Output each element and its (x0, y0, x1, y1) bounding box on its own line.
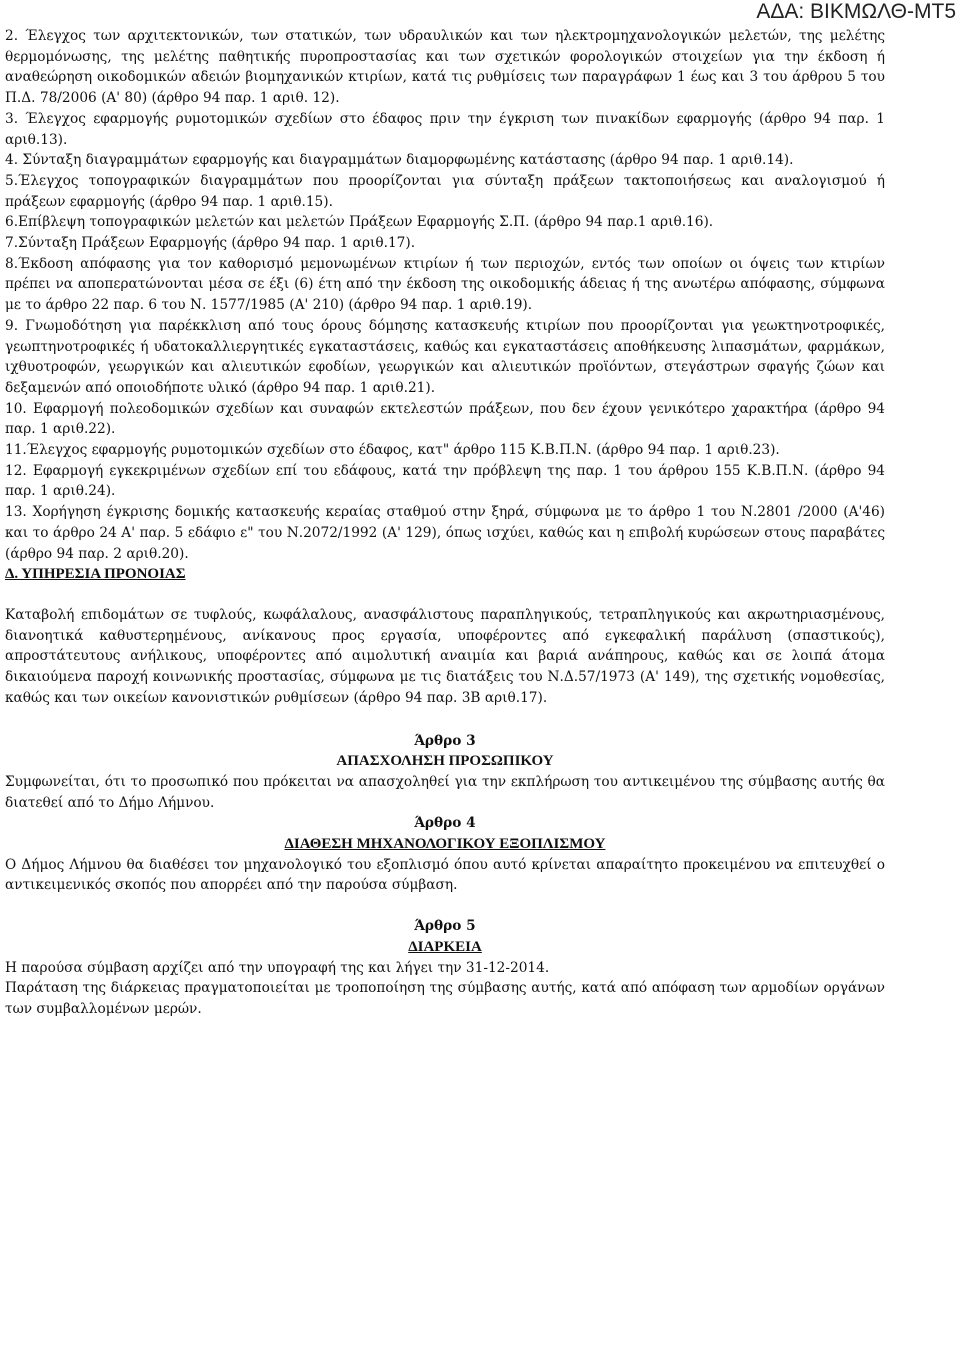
spacer (5, 709, 885, 731)
article-4-number: Άρθρο 4 (414, 815, 476, 832)
article-5-text-2: Παράταση της διάρκειας πραγματοποιείται με τροποποίηση της σύμβασης αυτής, κατά από απόφαση των αρμοδίων οργάνων των συμβαλλομένων μερών. (5, 980, 885, 1017)
item-5: 5.Έλεγχος τοπογραφικών διαγραμμάτων που προορίζονται για σύνταξη πράξεων τακτοποιήσεως και αναλογισμού ή πράξεων εφαρμογής (άρθρο 94 παρ. 1 αριθ.15). (5, 172, 885, 210)
item-7: 7.Σύνταξη Πράξεων Εφαρμογής (άρθρο 94 παρ. 1 αριθ.17). (5, 235, 416, 252)
item-12: 12. Εφαρμογή εγκεκριμένων σχεδίων επί του εδάφους, κατά την πρόβλεψη της παρ. 1 του άρθρου 155 Κ.Β.Π.Ν. (άρθρο 94 παρ. 1 αριθ.24). (5, 462, 885, 500)
item-13: 13. Χορήγηση έγκρισης δομικής κατασκευής κεραίας σταθμού στην ξηρά, σύμφωνα με το άρθρο 1 του Ν.2801 /2000 (Α'46) και το άρθρο 24 Α' παρ. 5 εδάφιο ε" του Ν.2072/1992 (Α' 129), όπως ισχύει, καθώς και η επιβολή κυρώσεων στους παραβάτες (άρθρο 94 παρ. 2 αριθ.20). (5, 504, 885, 562)
article-5-number: Άρθρο 5 (414, 918, 476, 935)
document-page (5, 26, 885, 1020)
ada-code: ΑΔΑ: ΒΙΚΜΩΛΘ-ΜΤ5 (756, 0, 956, 23)
article-5-title: ΔΙΑΡΚΕΙΑ (408, 938, 482, 955)
article-4-text: Ο Δήμος Λήμνου θα διαθέσει τον μηχανολογικό του εξοπλισμό όπου αυτό κρίνεται απαραίτητο προκειμένου να επιτευχθεί ο αντικειμενικός σκοπός που απορρέει από την παρούσα σύμβαση. (5, 856, 885, 894)
item-6: 6.Επίβλεψη τοπογραφικών μελετών και μελετών Πράξεων Εφαρμογής Σ.Π. (άρθρο 94 παρ.1 αριθ.16). (5, 214, 714, 231)
item-3: 3. Έλεγχος εφαρμογής ρυμοτομικών σχεδίων στο έδαφος πριν την έγκριση των πινακίδων εφαρμογής (άρθρο 94 παρ. 1 αριθ.13). (5, 110, 885, 148)
item-4: 4. Σύνταξη διαγραμμάτων εφαρμογής και διαγραμμάτων διαμορφωμένης κατάστασης (άρθρο 94 παρ. 1 αριθ.14). (5, 152, 794, 169)
item-11: 11.Έλεγχος εφαρμογής ρυμοτομικών σχεδίων στο έδαφος, κατ" άρθρο 115 Κ.Β.Π.Ν. (άρθρο 94 παρ. 1 αριθ.23). (5, 442, 780, 459)
item-2: 2. Έλεγχος των αρχιτεκτονικών, των στατικών, των υδραυλικών και των ηλεκτρομηχανολογικών μελετών, της μελέτης θερμομόνωσης, της μελέτης παθητικής πυροπροστασίας και των σχετικών φορολογικών στοιχείων για την έκδοση ή αναθεώρηση οικοδομικών αδειών βιομηχανικών κτιρίων, κατά τις ρυθμίσεις των παραγράφων 1 έως και 3 του άρθρου 5 του Π.Δ. 78/2006 (Α' 80) (άρθρο 94 παρ. 1 αριθ. 12). (5, 28, 885, 107)
section-d-heading: Δ. ΥΠΗΡΕΣΙΑ ΠΡΟΝΟΙΑΣ (5, 566, 186, 583)
article-3-number: Άρθρο 3 (414, 732, 476, 749)
article-3-title: ΑΠΑΣΧΟΛΗΣΗ ΠΡΟΣΩΠΙΚΟΥ (336, 753, 554, 770)
item-10: 10. Εφαρμογή πολεοδομικών σχεδίων και συναφών εκτελεστών πράξεων, που δεν έχουν γενικότερο χαρακτήρα (άρθρο 94 παρ. 1 αριθ.22). (5, 400, 885, 438)
article-4-title: ΔΙΑΘΕΣΗ ΜΗΧΑΝΟΛΟΓΙΚΟΥ ΕΞΟΠΛΙΣΜΟΥ (284, 836, 606, 853)
item-9: 9. Γνωμοδότηση για παρέκκλιση από τους όρους δόμησης κατασκευής κτιρίων που προορίζονται για γεωκτηνοτροφικές, γεωπτηνοτροφικές ή υδατοκαλλιεργητικές εγκαταστάσεις, καθώς και εγκαταστάσεις αποθήκευσης λιπασμάτων, φαρμάκων, ιχθυοτροφών, γεωργικών και αλιευτικών εφοδίων, γεωργικών και αλιευτικών προϊόντων, στεγάστρων σφαγής ζώων και δεξαμενών από οποιοδήποτε υλικό (άρθρο 94 παρ. 1 αριθ.21). (5, 317, 885, 396)
article-3-text: Συμφωνείται, ότι το προσωπικό που πρόκειται να απασχοληθεί για την εκπλήρωση του αντικειμένου της σύμβασης αυτής θα διατεθεί από το Δήμο Λήμνου. (5, 773, 885, 811)
article-5-text-1: Η παρούσα σύμβαση αρχίζει από την υπογραφή της και λήγει την 31-12-2014. (5, 959, 550, 976)
spacer (5, 585, 885, 605)
section-d-text: Καταβολή επιδομάτων σε τυφλούς, κωφάλαλους, ανασφάλιστους παραπληγικούς, τετραπληγικούς και ακρωτηριασμένους, διανοητικά καθυστερημένους, ανίκανους προς εργασία, υποφέροντες από εγκεφαλική παράλυση (σπαστικούς), απροστάτευτους ανήλικους, υποφέροντες από αιμολυτική αναιμία και βαριά ανάπηρους, καθώς και σε λοιπά άτομα δικαιούμενα παροχή κοινωνικής προστασίας, σύμφωνα με τις διατάξεις του Ν.Δ.57/1973 (Α' 149), της σχετικής νομοθεσίας, καθώς και των οικείων κανονιστικών ρυθμίσεων (άρθρο 94 παρ. 3Β αριθ.17). (5, 606, 885, 706)
item-8: 8.Έκδοση απόφασης για τον καθορισμό μεμονωμένων κτιρίων ή των περιοχών, εντός των οποίων οι όψεις των κτιρίων πρέπει να αποπερατώνονται μέσα σε έξι (6) έτη από την έκδοση της οικοδομικής άδειας ή της ανωτέρω απόφασης, σύμφωνα με το άρθρο 22 παρ. 6 του Ν. 1577/1985 (Α' 210) (άρθρο 94 παρ. 1 αριθ.19). (5, 255, 885, 314)
spacer (5, 896, 885, 916)
